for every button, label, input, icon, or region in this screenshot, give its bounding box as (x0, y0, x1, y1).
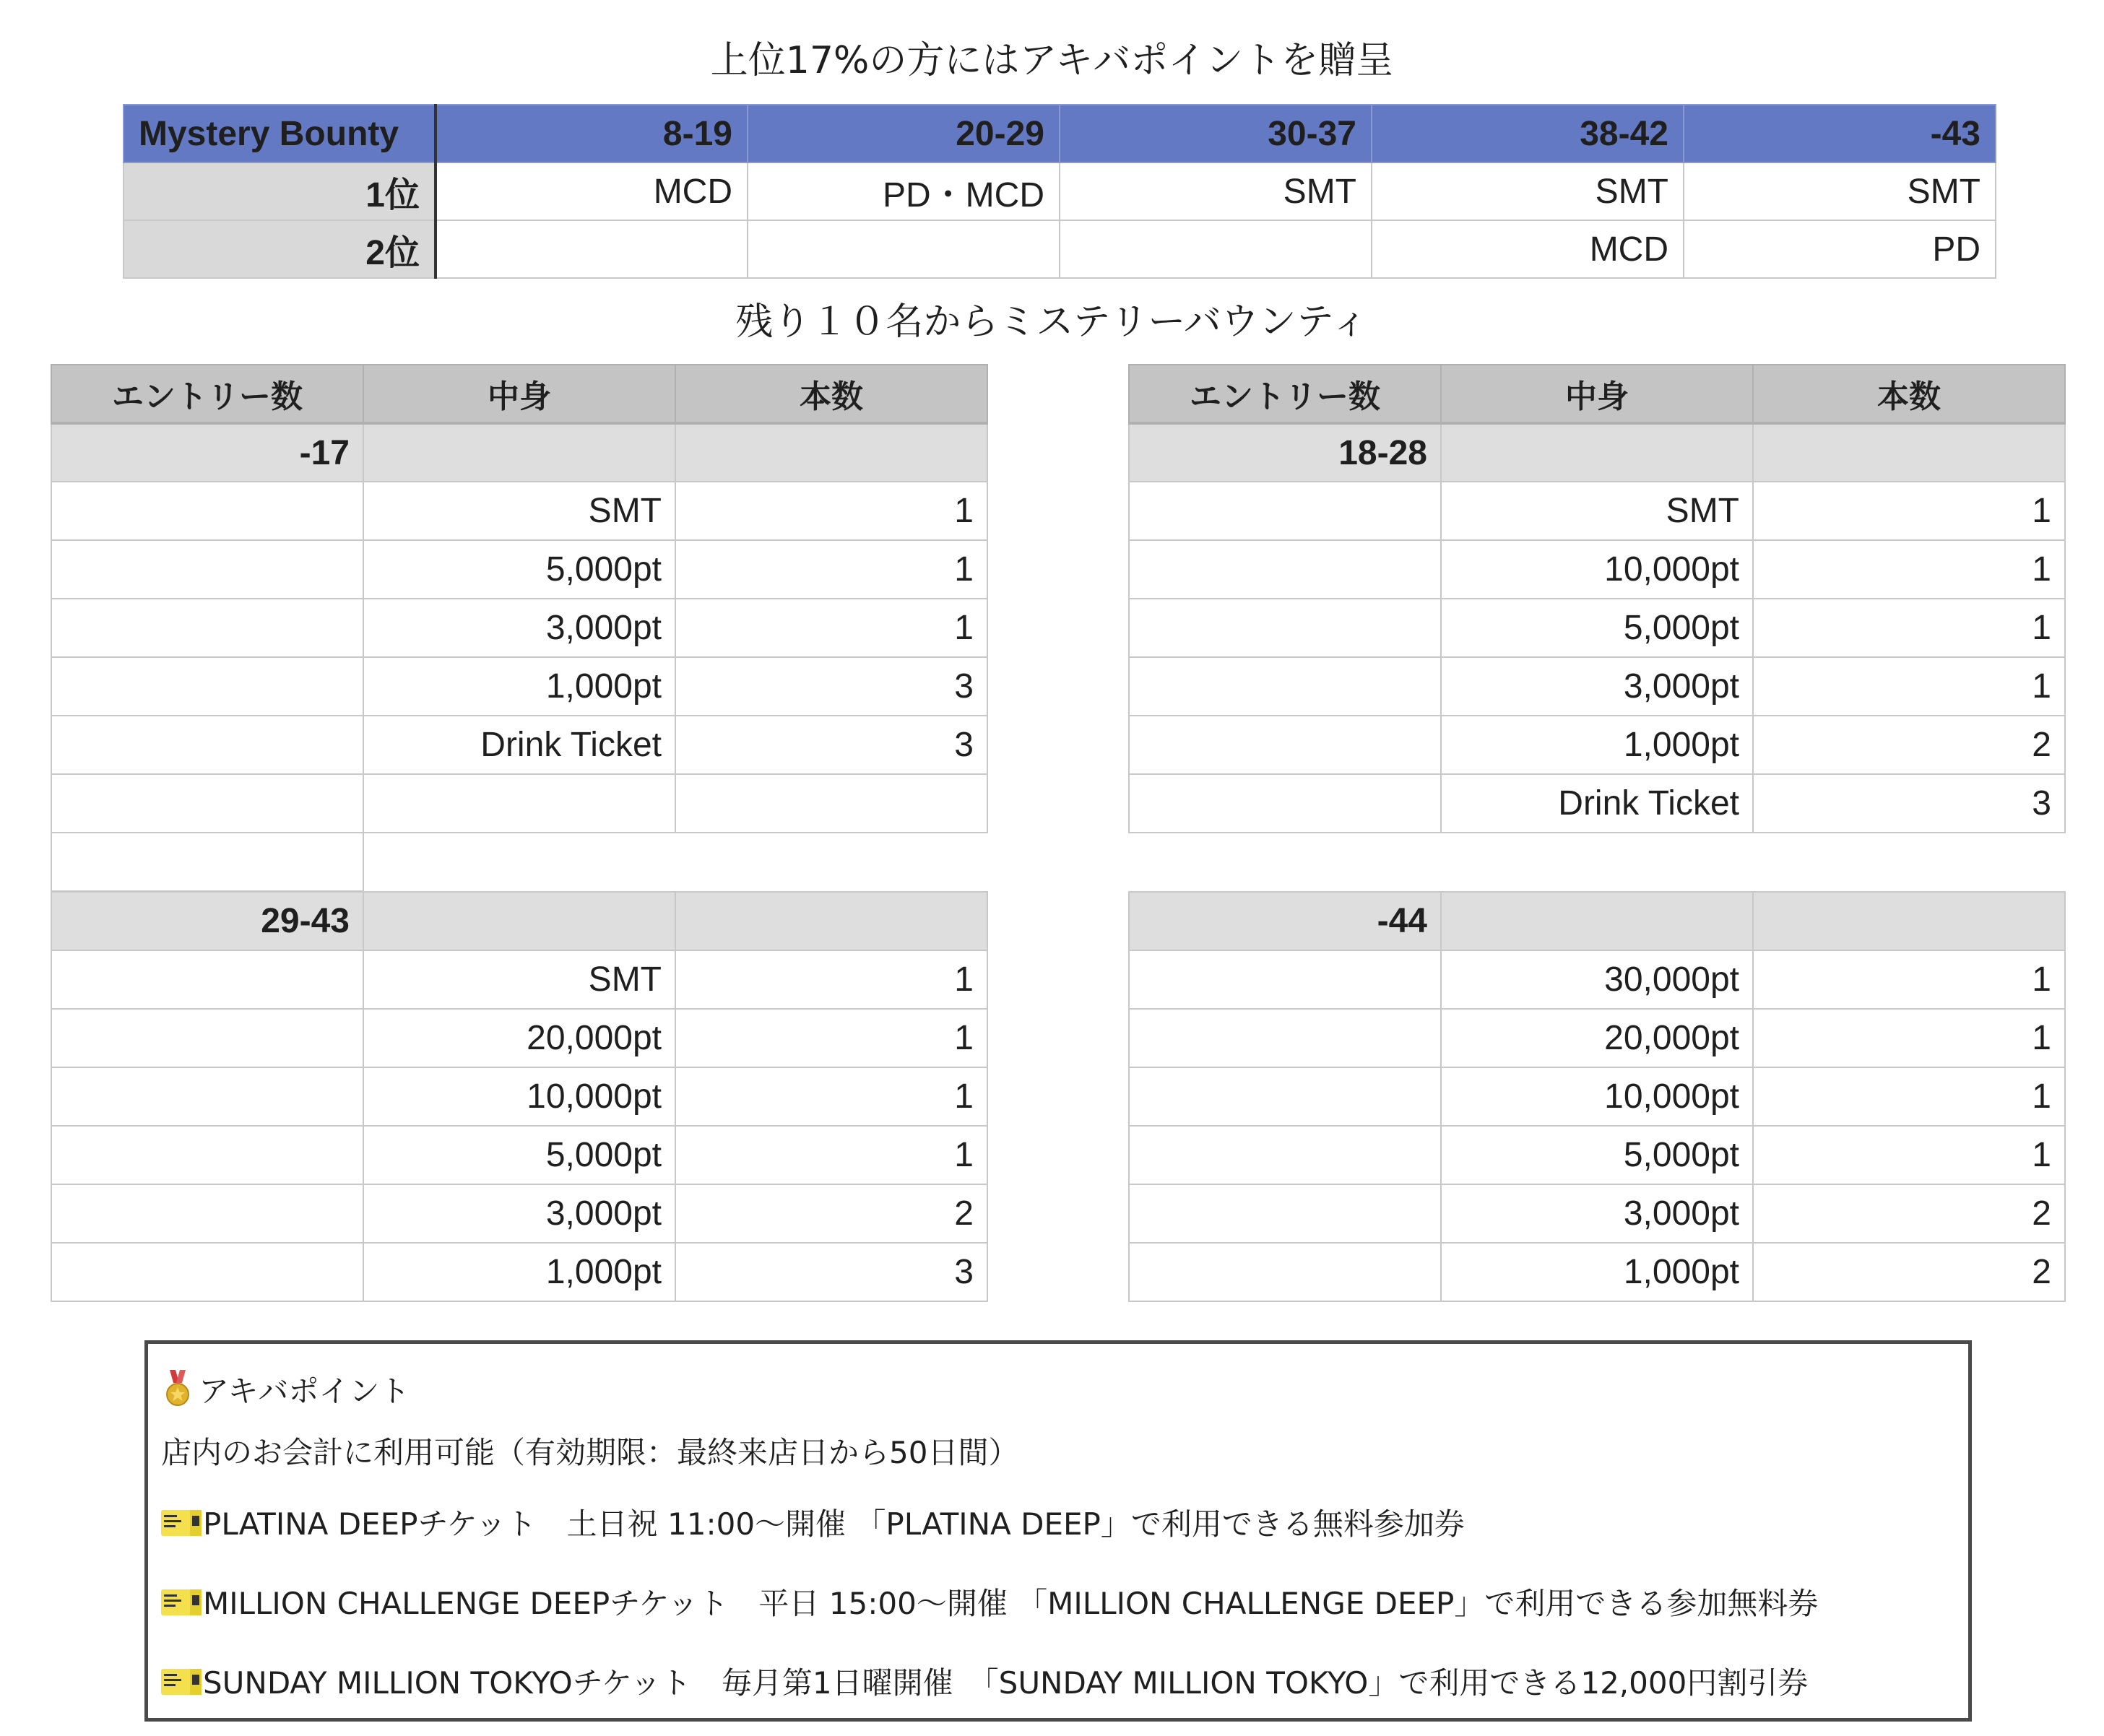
table-cell: MCD (1372, 220, 1684, 278)
info-text: 店内のお会計に利用可能（有効期限：最終来店日から50日間） (161, 1435, 1019, 1470)
table-cell: SMT (1060, 162, 1372, 220)
content-cell: 3,000pt (1441, 1184, 1753, 1243)
column-header-content: 中身 (1441, 365, 1753, 423)
table-row (51, 1184, 987, 1243)
info-text: アキバポイント (199, 1373, 410, 1409)
content-cell: 1,000pt (363, 1243, 675, 1301)
table-header-row (51, 365, 987, 423)
table-row (1129, 482, 2065, 540)
count-cell: 1 (1753, 540, 2065, 599)
row-label: 1位 (124, 162, 436, 220)
entry-range: 18-28 (1129, 423, 1441, 482)
count-cell: 2 (1753, 1184, 2065, 1243)
info-line-platina-ticket (161, 1506, 1465, 1542)
column-header: 38-42 (1372, 105, 1684, 162)
info-text: MILLION CHALLENGE DEEPチケット 平日 15:00〜開催 「MILLION CHALLENGE DEEP」で利用できる参加無料券 (203, 1586, 1819, 1621)
count-cell: 3 (675, 716, 987, 774)
section-row (1129, 423, 2065, 482)
entry-range: -44 (1129, 892, 1441, 950)
bounty-table-entries-18-28 (1128, 364, 2066, 833)
table-row (51, 1126, 987, 1184)
section-row (1129, 892, 2065, 950)
section-subtitle: 残り１０名からミステリーバウンティ (735, 300, 1369, 344)
count-cell: 2 (1753, 1243, 2065, 1301)
info-line-million-ticket (161, 1588, 1818, 1619)
content-cell: 10,000pt (363, 1067, 675, 1126)
content-cell: 1,000pt (363, 657, 675, 716)
count-cell: 1 (675, 1126, 987, 1184)
ticket-icon (161, 1509, 202, 1537)
column-header-entries: エントリー数 (51, 365, 363, 423)
table-row (51, 774, 987, 833)
content-cell: 5,000pt (1441, 599, 1753, 657)
table-row (1129, 1067, 2065, 1126)
column-header: 30-37 (1060, 105, 1372, 162)
content-cell: 1,000pt (1441, 716, 1753, 774)
count-cell: 1 (1753, 1009, 2065, 1067)
content-cell: 10,000pt (1441, 540, 1753, 599)
content-cell: 10,000pt (1441, 1067, 1753, 1126)
table-row (124, 220, 1996, 278)
column-header: -43 (1684, 105, 1996, 162)
table-row (1129, 774, 2065, 833)
content-cell: 5,000pt (363, 1126, 675, 1184)
column-header-count: 本数 (675, 365, 987, 423)
table-cell (436, 220, 748, 278)
medal-icon (161, 1370, 194, 1409)
count-cell: 1 (675, 1067, 987, 1126)
table-row (51, 950, 987, 1009)
info-text: SUNDAY MILLION TOKYOチケット 毎月第1日曜開催 「SUNDAY MILLION TOKYO」で利用できる12,000円割引券 (203, 1665, 1809, 1701)
table-row (1129, 1009, 2065, 1067)
info-box (144, 1340, 1972, 1722)
content-cell: 20,000pt (363, 1009, 675, 1067)
content-cell: 5,000pt (1441, 1126, 1753, 1184)
bounty-table-entries-17 (51, 364, 988, 892)
count-cell: 1 (675, 1009, 987, 1067)
column-header: 8-19 (436, 105, 748, 162)
content-cell: SMT (1441, 482, 1753, 540)
bounty-table-entries-44 (1128, 891, 2066, 1302)
count-cell: 1 (675, 599, 987, 657)
column-header-count: 本数 (1753, 365, 2065, 423)
ticket-icon (161, 1667, 202, 1696)
count-cell: 3 (675, 657, 987, 716)
content-cell: 1,000pt (1441, 1243, 1753, 1301)
content-cell: Drink Ticket (363, 716, 675, 774)
content-cell: SMT (363, 482, 675, 540)
row-label: 2位 (124, 220, 436, 278)
count-cell: 3 (1753, 774, 2065, 833)
table-row (1129, 657, 2065, 716)
page-title: 上位17%の方にはアキバポイントを贈呈 (710, 39, 1394, 82)
spacer-row (51, 833, 987, 891)
table-row (51, 1009, 987, 1067)
content-cell: 20,000pt (1441, 1009, 1753, 1067)
table-cell: SMT (1684, 162, 1996, 220)
table-row (51, 1067, 987, 1126)
table-row (1129, 950, 2065, 1009)
content-cell: 30,000pt (1441, 950, 1753, 1009)
content-cell: 3,000pt (363, 1184, 675, 1243)
info-text: PLATINA DEEPチケット 土日祝 11:00〜開催 「PLATINA DEEP」で利用できる無料参加券 (203, 1506, 1465, 1542)
table-row (51, 657, 987, 716)
ticket-icon (161, 1588, 202, 1617)
table-row (1129, 599, 2065, 657)
table-row (1129, 1184, 2065, 1243)
table-row (51, 482, 987, 540)
count-cell: 1 (1753, 657, 2065, 716)
table-row (51, 1243, 987, 1301)
info-line-points (161, 1370, 410, 1409)
entry-range: -17 (51, 423, 363, 482)
table-name: Mystery Bounty (124, 105, 436, 162)
count-cell: 2 (1753, 716, 2065, 774)
bounty-table-entries-29-43 (51, 891, 988, 1302)
info-line-points-usage (161, 1435, 1019, 1470)
table-row (1129, 540, 2065, 599)
count-cell: 1 (1753, 950, 2065, 1009)
table-row (1129, 1243, 2065, 1301)
mystery-bounty-table (123, 104, 1996, 279)
count-cell: 1 (675, 482, 987, 540)
info-line-sunday-ticket (161, 1665, 1809, 1701)
table-cell: PD (1684, 220, 1996, 278)
table-header-row (1129, 365, 2065, 423)
table-cell (1060, 220, 1372, 278)
count-cell: 1 (675, 950, 987, 1009)
table-row (124, 162, 1996, 220)
count-cell: 3 (675, 1243, 987, 1301)
table-cell: MCD (436, 162, 748, 220)
content-cell: Drink Ticket (1441, 774, 1753, 833)
table-cell: SMT (1372, 162, 1684, 220)
table-cell (748, 220, 1060, 278)
content-cell: 3,000pt (363, 599, 675, 657)
count-cell: 1 (1753, 1067, 2065, 1126)
count-cell: 1 (675, 540, 987, 599)
count-cell (675, 774, 987, 833)
count-cell: 1 (1753, 482, 2065, 540)
count-cell: 1 (1753, 1126, 2065, 1184)
table-row (51, 540, 987, 599)
column-header: 20-29 (748, 105, 1060, 162)
table-row (1129, 716, 2065, 774)
count-cell: 1 (1753, 599, 2065, 657)
table-row (51, 599, 987, 657)
table-cell: PD・MCD (748, 162, 1060, 220)
count-cell: 2 (675, 1184, 987, 1243)
column-header-entries: エントリー数 (1129, 365, 1441, 423)
content-cell: 3,000pt (1441, 657, 1753, 716)
content-cell (363, 774, 675, 833)
table-row (1129, 1126, 2065, 1184)
entry-range: 29-43 (51, 892, 363, 950)
table-row (51, 716, 987, 774)
content-cell: SMT (363, 950, 675, 1009)
section-row (51, 423, 987, 482)
section-row (51, 892, 987, 950)
content-cell: 5,000pt (363, 540, 675, 599)
column-header-content: 中身 (363, 365, 675, 423)
table-header-row (124, 105, 1996, 162)
